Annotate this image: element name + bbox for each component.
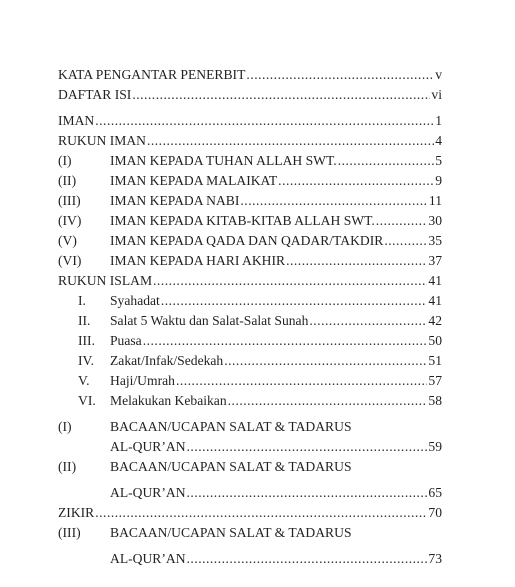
toc-entry-rukun-islam-6 xyxy=(58,391,442,411)
toc-entry-title: Salat 5 Waktu dan Salat-Salat Sunah xyxy=(110,313,309,328)
toc-entry-number: IV. xyxy=(78,353,94,368)
toc-entry-title-continued: AL-QUR’AN xyxy=(110,439,186,454)
toc-entry-title: Puasa xyxy=(110,333,142,348)
toc-entry-rukun-iman-4 xyxy=(58,211,442,231)
toc-entry-number: (I) xyxy=(58,419,72,434)
toc-entry-title: IMAN KEPADA MALAIKAT xyxy=(110,173,278,188)
toc-entry-page: 41 xyxy=(428,273,442,288)
toc-entry-number: VI. xyxy=(78,393,96,408)
dot-leader xyxy=(147,131,434,151)
toc-entry-title: IMAN KEPADA HARI AKHIR xyxy=(110,253,286,268)
dot-leader xyxy=(228,391,428,411)
dot-leader xyxy=(240,191,428,211)
dot-leader xyxy=(384,231,427,251)
toc-entry-rukun-islam-3 xyxy=(58,331,442,351)
toc-entry-title: Haji/Umrah xyxy=(110,373,175,388)
toc-entry-page: 1 xyxy=(435,113,442,128)
toc-entry-bacaan-3-continued xyxy=(58,549,442,569)
toc-entry-page: vi xyxy=(431,87,442,102)
dot-leader xyxy=(286,251,427,271)
toc-entry-bacaan-2-continued xyxy=(58,483,442,503)
dot-leader xyxy=(187,437,428,457)
toc-entry-title: IMAN KEPADA TUHAN ALLAH SWT. xyxy=(110,153,337,168)
toc-entry-number: I. xyxy=(78,293,86,308)
toc-entry-title: BACAAN/UCAPAN SALAT & TADARUS xyxy=(110,459,352,474)
toc-entry-title: Syahadat xyxy=(110,293,160,308)
toc-entry-rukun-iman-5 xyxy=(58,231,442,251)
toc-entry-title: RUKUN ISLAM xyxy=(58,273,153,288)
toc-entry-number: (II) xyxy=(58,459,77,474)
toc-entry-rukun-iman-3 xyxy=(58,191,442,211)
toc-entry-page: 9 xyxy=(435,173,442,188)
toc-entry-page: 4 xyxy=(435,133,442,148)
table-of-contents xyxy=(58,65,442,569)
toc-entry-title: IMAN xyxy=(58,113,95,128)
toc-entry-rukun-islam-1 xyxy=(58,291,442,311)
toc-entry-page: 5 xyxy=(435,153,442,168)
dot-leader xyxy=(95,111,434,131)
toc-entry-rukun-iman-2 xyxy=(58,171,442,191)
toc-entry-number: (III) xyxy=(58,193,81,208)
toc-entry-number: III. xyxy=(78,333,95,348)
dot-leader xyxy=(224,351,427,371)
toc-entry-page: 70 xyxy=(428,505,442,520)
toc-entry-title: DAFTAR ISI xyxy=(58,87,132,102)
toc-entry-title: Zakat/Infak/Sedekah xyxy=(110,353,224,368)
toc-entry-number: (I) xyxy=(58,153,72,168)
toc-entry-title: RUKUN IMAN xyxy=(58,133,146,148)
toc-entry-title: ZIKIR xyxy=(58,505,95,520)
toc-entry-page: 30 xyxy=(428,213,442,228)
toc-entry-number: V. xyxy=(78,373,90,388)
toc-entry-title-continued: AL-QUR’AN xyxy=(110,551,186,566)
toc-entry-page: 57 xyxy=(428,373,442,388)
dot-leader xyxy=(246,65,434,85)
toc-entry-page: 41 xyxy=(428,293,442,308)
toc-entry-title: IMAN KEPADA QADA DAN QADAR/TAKDIR xyxy=(110,233,384,248)
toc-entry-page: 73 xyxy=(428,551,442,566)
dot-leader xyxy=(132,85,430,105)
toc-entry-title-continued: AL-QUR’AN xyxy=(110,485,186,500)
toc-entry-rukun-islam-5 xyxy=(58,371,442,391)
toc-entry-title: BACAAN/UCAPAN SALAT & TADARUS xyxy=(110,525,352,540)
toc-entry-page: 50 xyxy=(428,333,442,348)
toc-entry-page: 11 xyxy=(428,193,442,208)
dot-leader xyxy=(338,151,435,171)
toc-entry-rukun-islam-4 xyxy=(58,351,442,371)
toc-entry-number: II. xyxy=(78,313,91,328)
toc-entry-zikir xyxy=(58,503,442,523)
dot-leader xyxy=(278,171,434,191)
dot-leader xyxy=(153,271,427,291)
toc-entry-rukun-islam-2 xyxy=(58,311,442,331)
toc-entry-title: BACAAN/UCAPAN SALAT & TADARUS xyxy=(110,419,352,434)
dot-leader xyxy=(95,503,427,523)
toc-entry-page: 58 xyxy=(428,393,442,408)
toc-entry-rukun-iman-1 xyxy=(58,151,442,171)
toc-entry-page: 37 xyxy=(428,253,442,268)
dot-leader xyxy=(187,483,428,503)
toc-entry-number: (VI) xyxy=(58,253,82,268)
toc-entry-bacaan-1 xyxy=(58,417,442,437)
toc-entry-rukun-islam xyxy=(58,271,442,291)
toc-entry-page: v xyxy=(435,67,442,82)
toc-entry-title: KATA PENGANTAR PENERBIT xyxy=(58,67,246,82)
toc-entry-page: 59 xyxy=(428,439,442,454)
toc-entry-page: 35 xyxy=(428,233,442,248)
toc-entry-iman xyxy=(58,111,442,131)
toc-entry-page: 51 xyxy=(428,353,442,368)
toc-entry-page: 42 xyxy=(428,313,442,328)
toc-entry-bacaan-1-continued xyxy=(58,437,442,457)
toc-entry-bacaan-2 xyxy=(58,457,442,477)
toc-entry-rukun-iman xyxy=(58,131,442,151)
dot-leader xyxy=(176,371,427,391)
dot-leader xyxy=(376,211,428,231)
toc-entry-rukun-iman-6 xyxy=(58,251,442,271)
toc-entry-number: (IV) xyxy=(58,213,82,228)
dot-leader xyxy=(161,291,428,311)
dot-leader xyxy=(187,549,428,569)
dot-leader xyxy=(143,331,428,351)
toc-entry-daftar-isi xyxy=(58,85,442,105)
toc-entry-kata-pengantar xyxy=(58,65,442,85)
toc-entry-title: IMAN KEPADA NABI xyxy=(110,193,240,208)
toc-entry-bacaan-3 xyxy=(58,523,442,543)
dot-leader xyxy=(309,311,427,331)
toc-entry-title: Melakukan Kebaikan xyxy=(110,393,227,408)
toc-entry-number: (V) xyxy=(58,233,77,248)
toc-entry-title: IMAN KEPADA KITAB-KITAB ALLAH SWT. xyxy=(110,213,375,228)
toc-entry-number: (II) xyxy=(58,173,77,188)
toc-entry-number: (III) xyxy=(58,525,81,540)
toc-entry-page: 65 xyxy=(428,485,442,500)
